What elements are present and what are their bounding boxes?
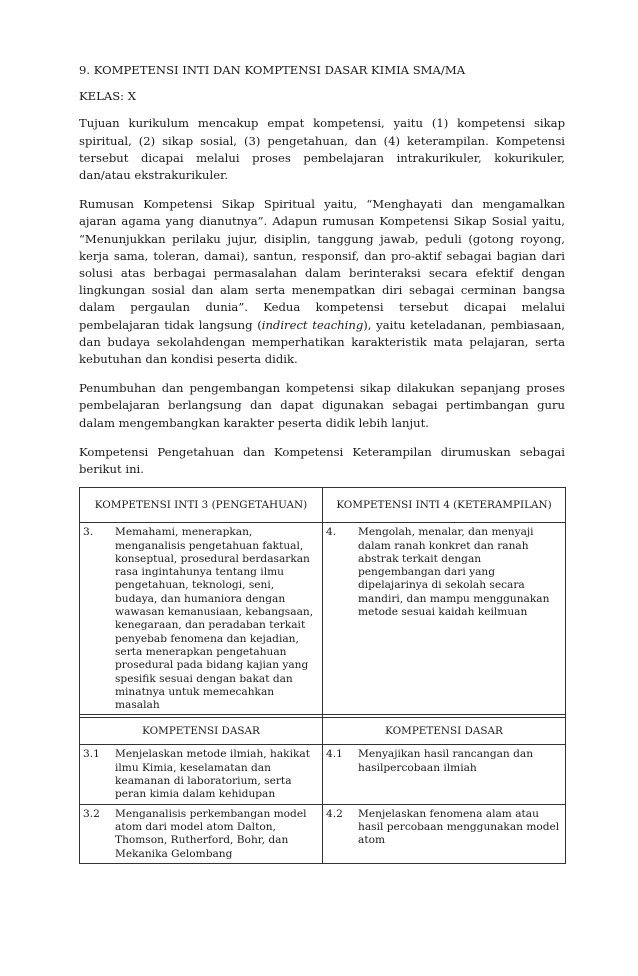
document-page xyxy=(79,62,565,864)
ki3-number: 3. xyxy=(83,526,94,539)
ki4-header: KOMPETENSI INTI 4 (KETERAMPILAN) xyxy=(323,488,566,523)
table-row xyxy=(80,745,566,804)
kd-number: 3.2 xyxy=(83,807,100,820)
document-heading: 9. KOMPETENSI INTI DAN KOMPTENSI DASAR KIMIA SMA/MA xyxy=(79,63,466,77)
ki3-text: Memahami, menerapkan, menganalisis pengetahuan faktual, konseptual, prosedural berdasarkan rasa ingintahunya tentang ilmu pengetahuan, teknologi, seni, budaya, dan humaniora dengan wawasan kemanusiaan, kebangsaan, kenegaraan, dan peradaban terkait penyebab fenomena dan kejadian, serta menerapkan pengetahuan prosedural pada bidang kajian yang spesifik sesuai dengan bakat dan minatnya untuk memecahkan masalah xyxy=(115,526,314,712)
competency-table xyxy=(79,487,566,864)
kd-header-row xyxy=(80,718,566,745)
kd-header-left: KOMPETENSI DASAR xyxy=(80,718,323,745)
kd-number: 4.2 xyxy=(326,807,343,820)
paragraph-text: Rumusan Kompetensi Sikap Spiritual yaitu, “Menghayati dan mengamalkan ajaran agama yang dianutnya”. Adapun rumusan Kompetensi Sikap Sosial yaitu, “Menunjukkan perilaku jujur, disiplin, tanggung jawab, peduli (gotong royong, kerja sama, toleran, damai), santun, responsif, dan pro-aktif sebagai bagian dari solusi atas berbagai permasalahan dalam berinteraksi secara efektif dengan lingkungan sosial dan alam serta menempatkan diri sebagai cerminan bangsa dalam pergaulan dunia”. Kedua kompetensi tersebut dicapai melalui pembelajaran tidak langsung ( xyxy=(79,197,565,332)
table-row xyxy=(80,523,566,715)
ki3-cell xyxy=(80,523,323,715)
ki4-text: Mengolah, menalar, dan menyaji dalam ranah konkret dan ranah abstrak terkait dengan pengembangan dari yang dipelajarinya di sekolah secara mandiri, dan mampu menggunakan metode sesuai kaidah keilmuan xyxy=(358,526,550,619)
ki4-cell xyxy=(323,523,566,715)
kd-number: 4.1 xyxy=(326,748,343,761)
kd-number: 3.1 xyxy=(83,748,100,761)
paragraph-text: ), yaitu keteladanan, pembiasaan, dan budaya sekolahdengan memperhatikan karakteristik mata pelajaran, serta kebutuhan dan kondisi peserta didik. xyxy=(79,317,565,367)
class-label: KELAS: X xyxy=(79,89,136,104)
paragraph-attitude-competence xyxy=(79,196,565,368)
kd-cell-right xyxy=(323,804,566,863)
table-header-row xyxy=(80,488,566,523)
paragraph-intro-table: Kompetensi Pengetahuan dan Kompetensi Keterampilan dirumuskan sebagai berikut ini. xyxy=(79,444,565,477)
ki4-number: 4. xyxy=(326,526,337,539)
kd-text: Menjelaskan metode ilmiah, hakikat ilmu Kimia, keselamatan dan keamanan di laboratorium, serta peran kimia dalam kehidupan xyxy=(115,748,310,801)
paragraph-italic-term: indirect teaching xyxy=(261,317,364,332)
kd-text: Menganalisis perkembangan model atom dari model atom Dalton, Thomson, Rutherford, Bohr, dan Mekanika Gelombang xyxy=(115,807,307,860)
kd-header-right: KOMPETENSI DASAR xyxy=(323,718,566,745)
paragraph-objectives: Tujuan kurikulum mencakup empat kompetensi, yaitu (1) kompetensi sikap spiritual, (2) sikap sosial, (3) pengetahuan, dan (4) keterampilan. Kompetensi tersebut dicapai melalui proses pembelajaran intrakurikuler, kokurikuler, dan/atau ekstrakurikuler. xyxy=(79,116,565,183)
kd-text: Menyajikan hasil rancangan dan hasilpercobaan ilmiah xyxy=(358,748,534,774)
kd-cell-right xyxy=(323,745,566,804)
kd-text: Menjelaskan fenomena alam atau hasil percobaan menggunakan model atom xyxy=(358,807,560,847)
kd-cell-left xyxy=(80,745,323,804)
table-row xyxy=(80,804,566,863)
kd-cell-left xyxy=(80,804,323,863)
ki3-header: KOMPETENSI INTI 3 (PENGETAHUAN) xyxy=(80,488,323,523)
paragraph-attitude-growth: Penumbuhan dan pengembangan kompetensi sikap dilakukan sepanjang proses pembelajaran berlangsung dan dapat digunakan sebagai pertimbangan guru dalam mengembangkan karakter peserta didik lebih lanjut. xyxy=(79,381,565,430)
